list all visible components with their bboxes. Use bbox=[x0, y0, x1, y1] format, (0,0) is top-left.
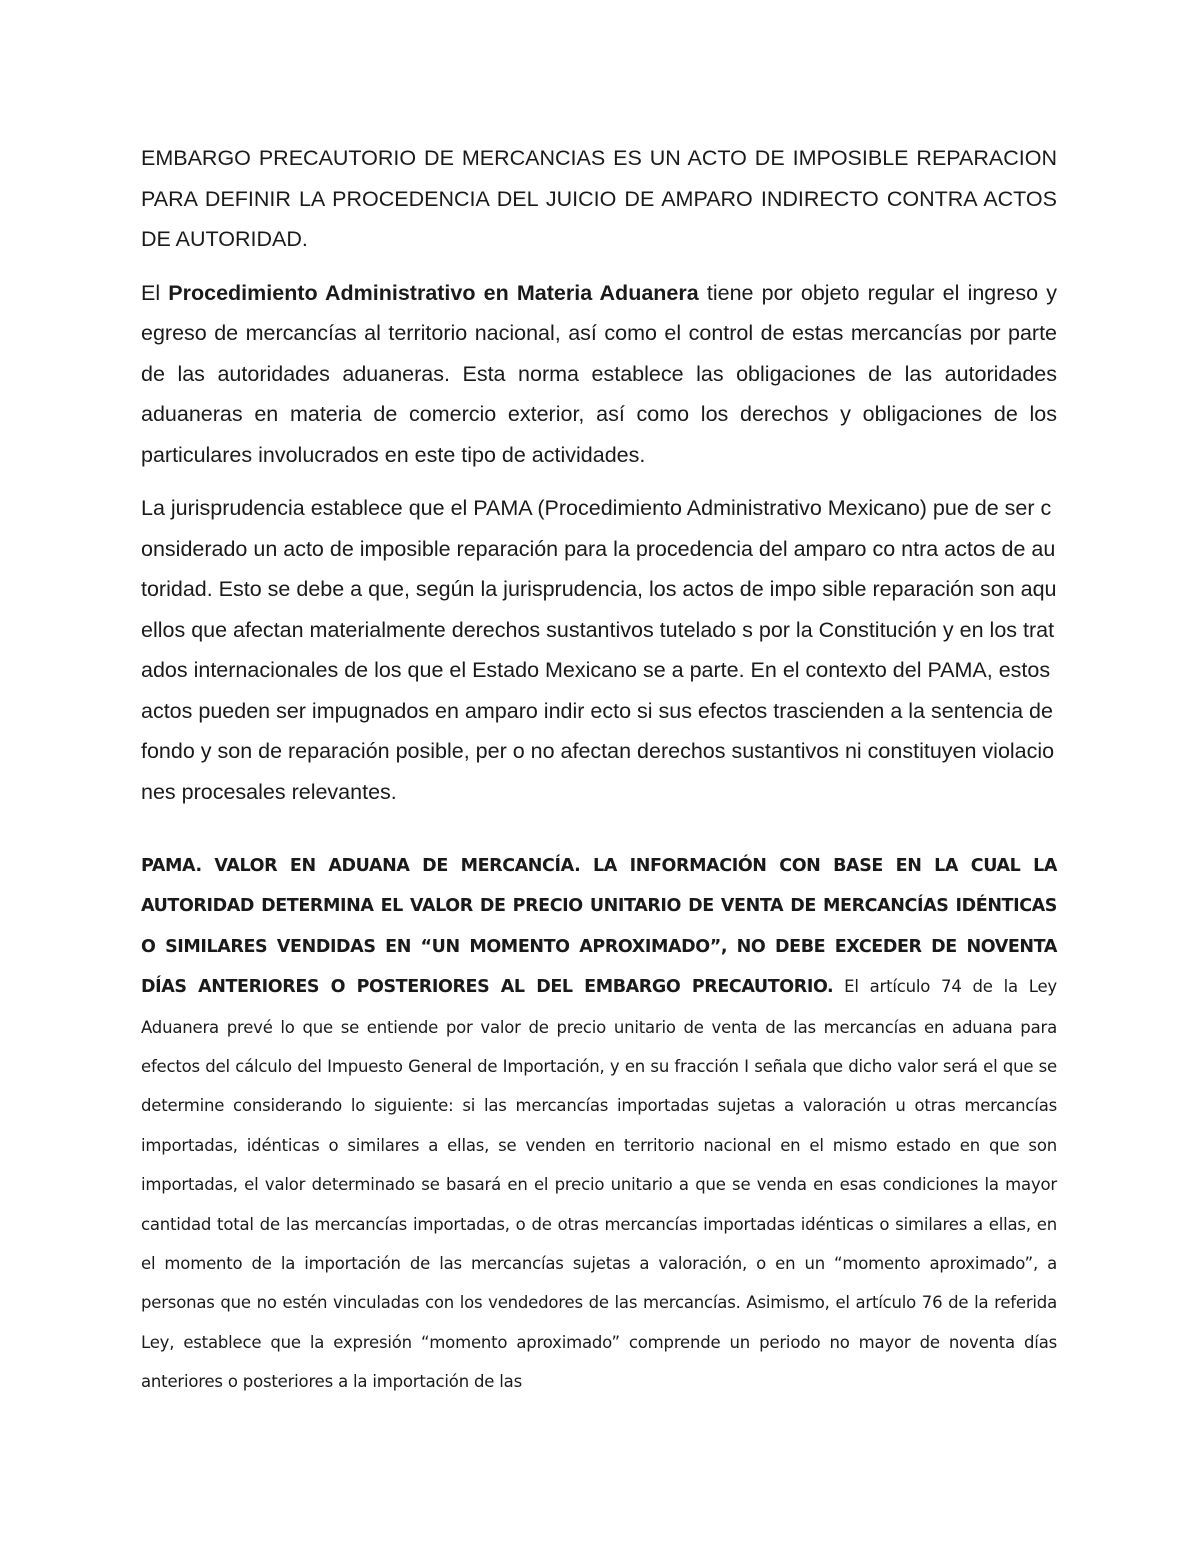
intro-lead: El bbox=[141, 280, 169, 305]
document-title: EMBARGO PRECAUTORIO DE MERCANCIAS ES UN ACTO DE IMPOSIBLE REPARACION PARA DEFINIR LA PROCEDENCIA DEL JUICIO DE AMPARO INDIRECTO CONTRA ACTOS DE AUTORIDAD. bbox=[141, 146, 1057, 251]
intro-paragraph bbox=[141, 273, 1057, 476]
thesis-body: El artículo 74 de la Ley Aduanera prevé lo que se entiende por valor de precio unitario de venta de las mercancías en aduana para efectos del cálculo del Impuesto General de Importación, y en su fracción I señala que dicho valor será el que se determine considerando lo siguiente: si las mercancías importadas sujetas a valoración u otras mercancías importadas, idénticas o similares a ellas, se venden en territorio nacional en el mismo estado en que son importadas, el valor determinado se basará en el precio unitario a que se venda en esas condiciones la mayor cantidad total de las mercancías importadas, o de otras mercancías importadas idénticas o similares a ellas, en el momento de la importación de las mercancías sujetas a valoración, o en un “momento aproximado”, a personas que no estén vinculadas con los vendedores de las mercancías. Asimismo, el artículo 76 de la referida Ley, establece que la expresión “momento aproximado” comprende un periodo no mayor de noventa días anteriores o posteriores a la importación de las bbox=[141, 977, 1057, 1392]
thesis-paragraph bbox=[141, 846, 1057, 1402]
thesis-title: PAMA. VALOR EN ADUANA DE MERCANCÍA. LA INFORMACIÓN CON BASE EN LA CUAL LA AUTORIDAD DETERMINA EL VALOR DE PRECIO UNITARIO DE VENTA DE MERCANCÍAS IDÉNTICAS O SIMILARES VENDIDAS EN “UN MOMENTO APROXIMADO”, NO DEBE EXCEDER DE NOVENTA DÍAS ANTERIORES O POSTERIORES AL DEL EMBARGO PRECAUTORIO. bbox=[141, 856, 1057, 998]
document-body bbox=[141, 138, 1057, 1402]
intro-rest: tiene por objeto regular el ingreso y egreso de mercancías al territorio nacional, así como el control de estas mercancías por parte de las autoridades aduaneras. Esta norma establece las obligaciones de las autoridades aduaneras en materia de comercio exterior, así como los derechos y obligaciones de los particulares involucrados en este tipo de actividades. bbox=[141, 280, 1057, 467]
jurisprudence-paragraph: La jurisprudencia establece que el PAMA (Procedimiento Administrativo Mexicano) pue de ser considerado un acto de imposible reparación para la procedencia del amparo co ntra actos de autoridad. Esto se debe a que, según la jurisprudencia, los actos de impo sible reparación son aquellos que afectan materialmente derechos sustantivos tutelado s por la Constitución y en los tratados internacionales de los que el Estado Mexicano se a parte. En el contexto del PAMA, estos actos pueden ser impugnados en amparo indir ecto si sus efectos trascienden a la sentencia de fondo y son de reparación posible, per o no afectan derechos sustantivos ni constituyen violaciones procesales relevantes. bbox=[141, 496, 1057, 804]
intro-bold-term: Procedimiento Administrativo en Materia Aduanera bbox=[168, 280, 699, 305]
